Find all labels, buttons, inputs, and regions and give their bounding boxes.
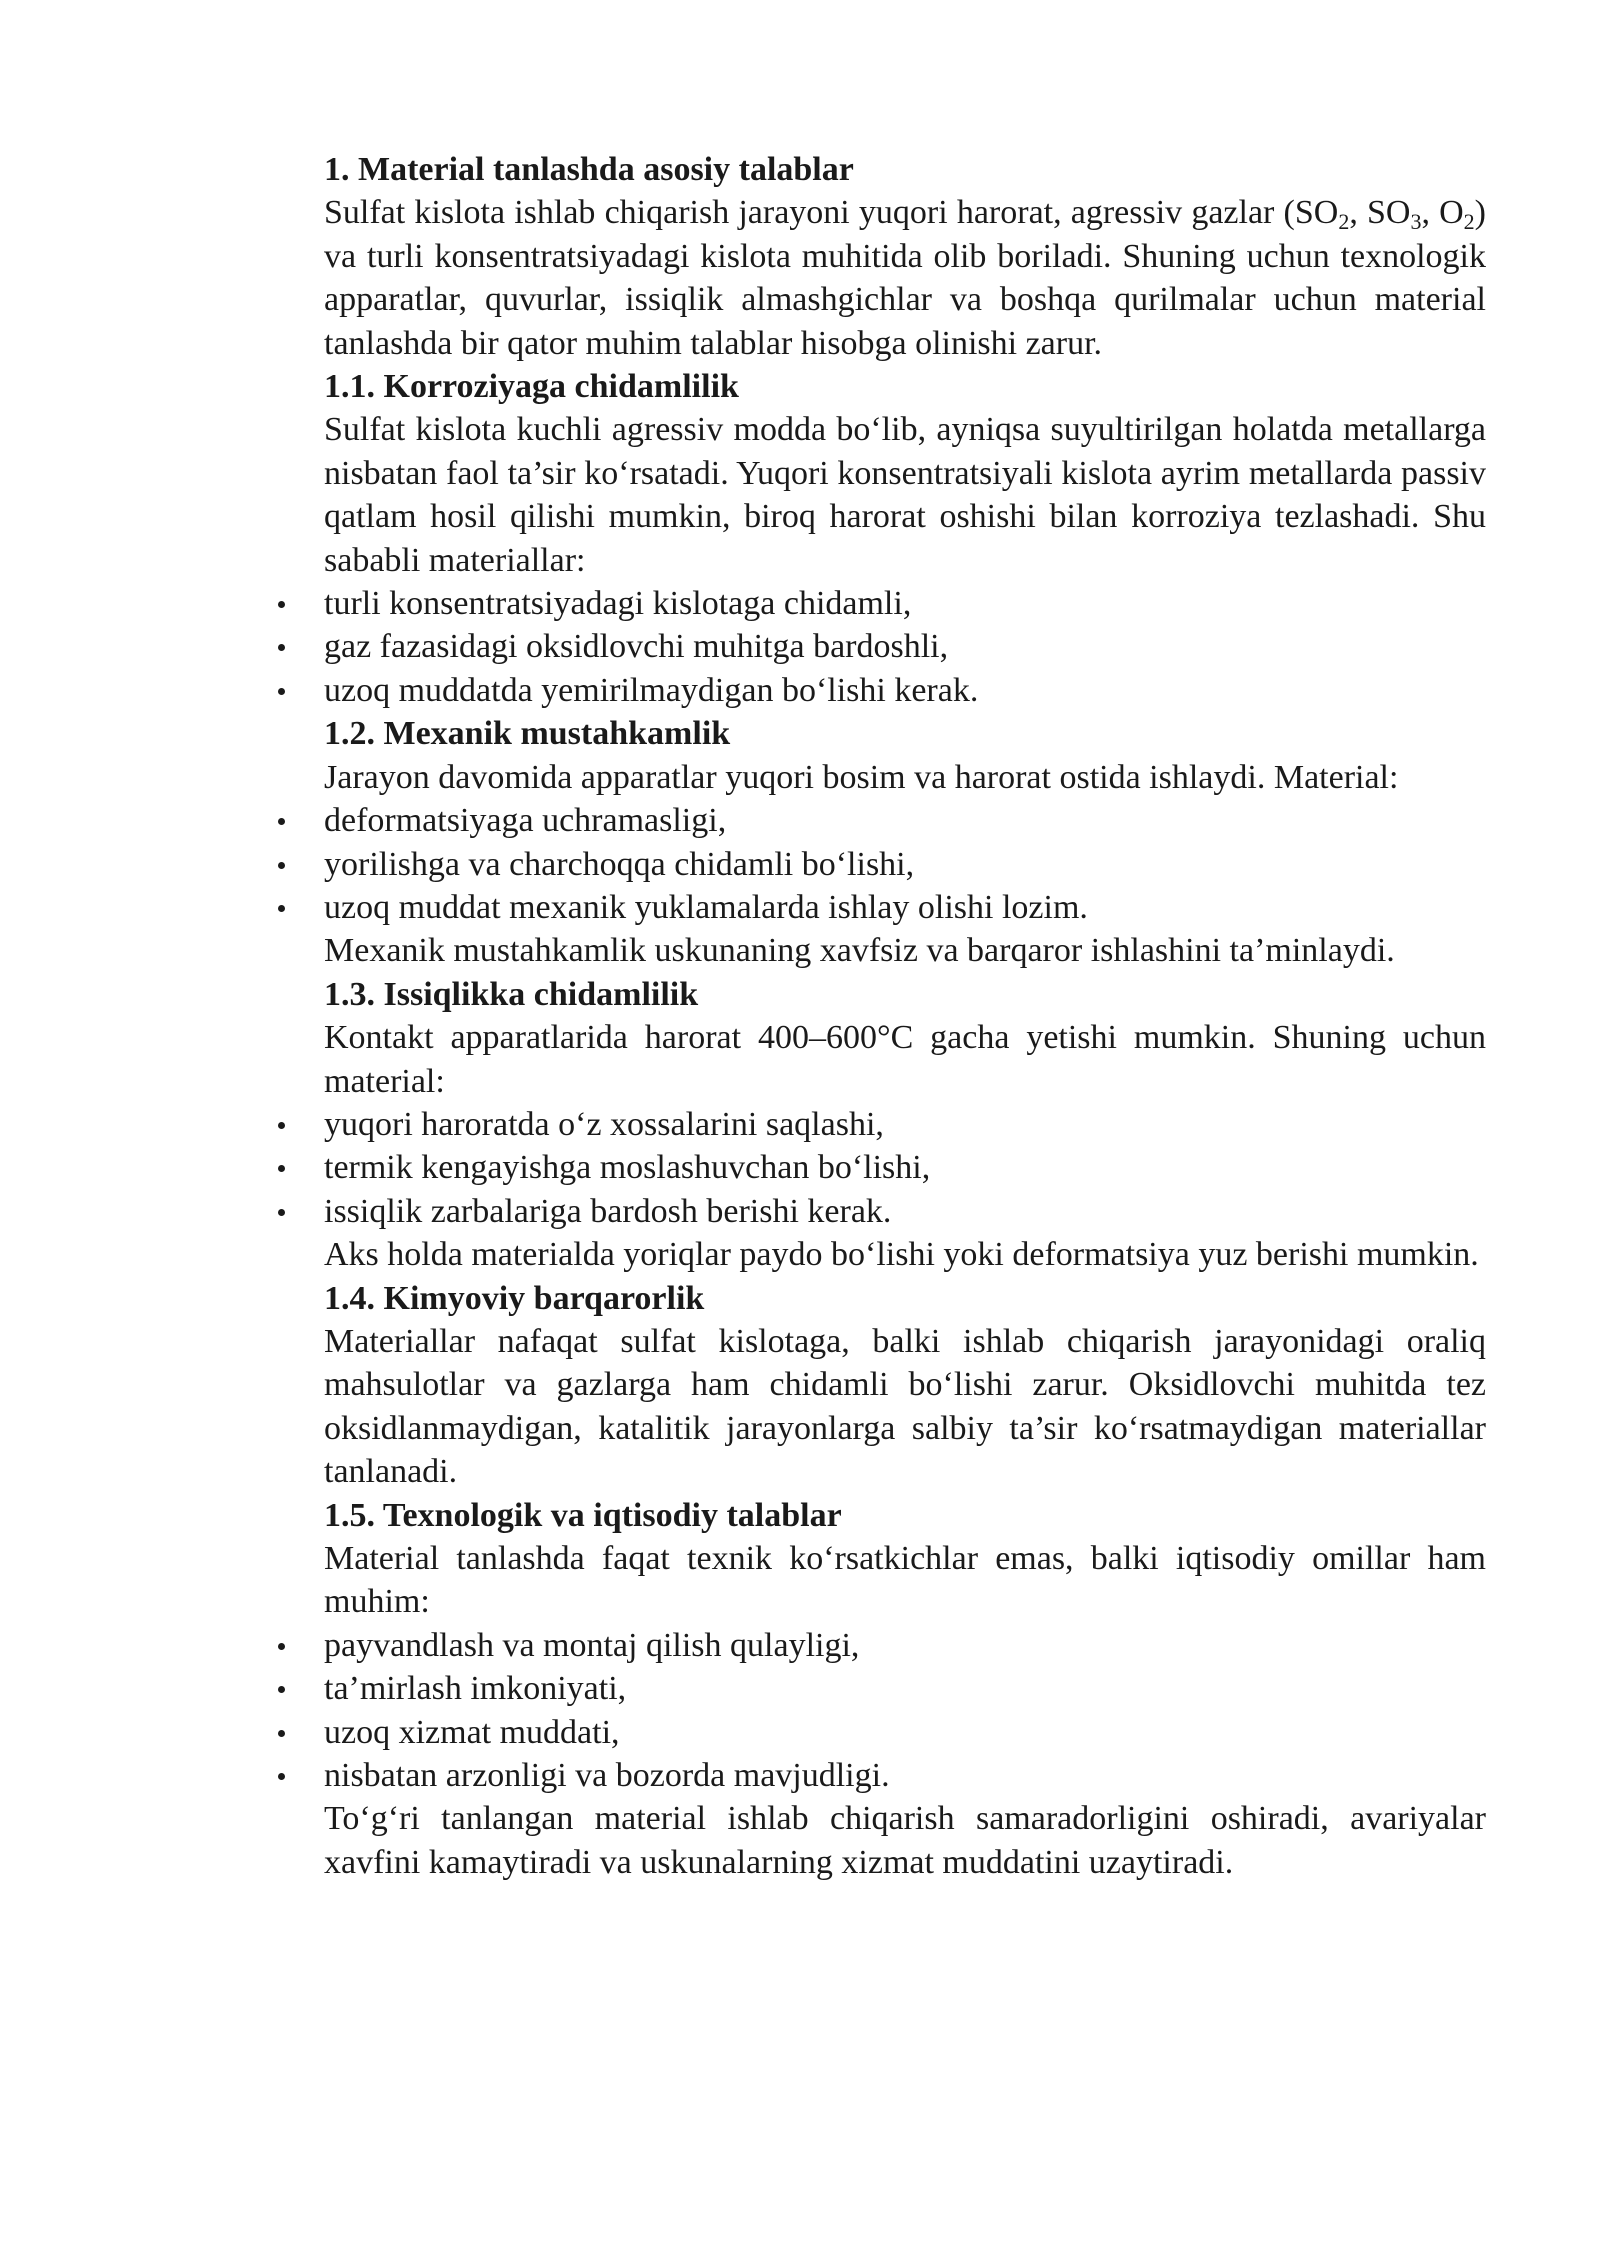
section-heading-1-4: 1.4. Kimyoviy barqarorlik: [324, 1279, 705, 1317]
list-item: gaz fazasidagi oksidlovchi muhitga bardoshli,: [324, 625, 1486, 668]
list-item: uzoq muddat mexanik yuklamalarda ishlay olishi lozim.: [324, 886, 1486, 929]
section-1-5-paragraph: Material tanlashda faqat texnik ko‘rsatkichlar emas, balki iqtisodiy omillar ham muhim:: [324, 1540, 1486, 1621]
section-heading-1-5: 1.5. Texnologik va iqtisodiy talablar: [324, 1496, 842, 1534]
list-item: yorilishga va charchoqqa chidamli bo‘lishi,: [324, 843, 1486, 886]
section-1-2-paragraph: Jarayon davomida apparatlar yuqori bosim va harorat ostida ishlaydi. Material:: [324, 758, 1399, 796]
list-item: turli konsentratsiyadagi kislotaga chidamli,: [324, 582, 1486, 625]
intro-text-d: ) va turli konsentratsiyadagi kislota muhitida olib boriladi. Shuning uchun texnologik apparatlar, quvurlar, issiqlik almashgichlar va boshqa qurilmalar uchun material tanlashda bir qator muhim talablar hisobga olinishi zarur.: [324, 194, 1486, 362]
section-heading-1-3: 1.3. Issiqlikka chidamlilik: [324, 975, 699, 1013]
section-1-2-closing: Mexanik mustahkamlik uskunaning xavfsiz va barqaror ishlashini ta’minlaydi.: [324, 932, 1395, 970]
list-item: payvandlash va montaj qilish qulayligi,: [324, 1624, 1486, 1667]
section-1-3-closing: Aks holda materialda yoriqlar paydo bo‘lishi yoki deformatsiya yuz berishi mumkin.: [324, 1236, 1479, 1274]
section-intro-paragraph: [324, 191, 1486, 365]
intro-text-b: , SO: [1349, 194, 1411, 232]
list-item: deformatsiyaga uchramasligi,: [324, 799, 1486, 842]
section-1-3-list: [324, 1103, 1486, 1233]
section-1-2-list: [324, 799, 1486, 929]
intro-text-c: , O: [1421, 194, 1464, 232]
list-item: issiqlik zarbalariga bardosh berishi kerak.: [324, 1190, 1486, 1233]
subscript-so3: 3: [1410, 209, 1422, 235]
section-1-3-paragraph: Kontakt apparatlarida harorat 400–600°C gacha yetishi mumkin. Shuning uchun material:: [324, 1019, 1486, 1100]
intro-text-a: Sulfat kislota ishlab chiqarish jarayoni yuqori harorat, agressiv gazlar (SO: [324, 194, 1339, 232]
subscript-so2: 2: [1338, 209, 1350, 235]
section-1-5-list: [324, 1624, 1486, 1798]
list-item: nisbatan arzonligi va bozorda mavjudligi.: [324, 1754, 1486, 1797]
section-heading-1-2: 1.2. Mexanik mustahkamlik: [324, 715, 731, 753]
list-item: uzoq muddatda yemirilmaydigan bo‘lishi kerak.: [324, 669, 1486, 712]
section-1-5-closing: To‘g‘ri tanlangan material ishlab chiqarish samaradorligini oshiradi, avariyalar xavfini kamaytiradi va uskunalarning xizmat muddatini uzaytiradi.: [324, 1800, 1486, 1881]
list-item: uzoq xizmat muddati,: [324, 1711, 1486, 1754]
list-item: ta’mirlash imkoniyati,: [324, 1667, 1486, 1710]
section-heading-1-1: 1.1. Korroziyaga chidamlilik: [324, 368, 739, 406]
section-1-1-list: [324, 582, 1486, 712]
list-item: yuqori haroratda o‘z xossalarini saqlashi,: [324, 1103, 1486, 1146]
section-1-4-paragraph: Materiallar nafaqat sulfat kislotaga, balki ishlab chiqarish jarayonidagi oraliq mahsulotlar va gazlarga ham chidamli bo‘lishi zarur. Oksidlovchi muhitda tez oksidlanmaydigan, katalitik jarayonlarga salbiy ta’sir ko‘rsatmaydigan materiallar tanlanadi.: [324, 1322, 1486, 1491]
section-1-1-paragraph: Sulfat kislota kuchli agressiv modda bo‘lib, ayniqsa suyultirilgan holatda metallarga nisbatan faol ta’sir ko‘rsatadi. Yuqori konsentratsiyali kislota ayrim metallarda passiv qatlam hosil qilishi mumkin, biroq harorat oshishi bilan korroziya tezlashadi. Shu sababli materiallar:: [324, 411, 1486, 579]
section-heading-1: 1. Material tanlashda asosiy talablar: [324, 151, 854, 188]
list-item: termik kengayishga moslashuvchan bo‘lishi,: [324, 1146, 1486, 1189]
document-page: [324, 148, 1486, 1884]
subscript-o2: 2: [1463, 209, 1475, 235]
